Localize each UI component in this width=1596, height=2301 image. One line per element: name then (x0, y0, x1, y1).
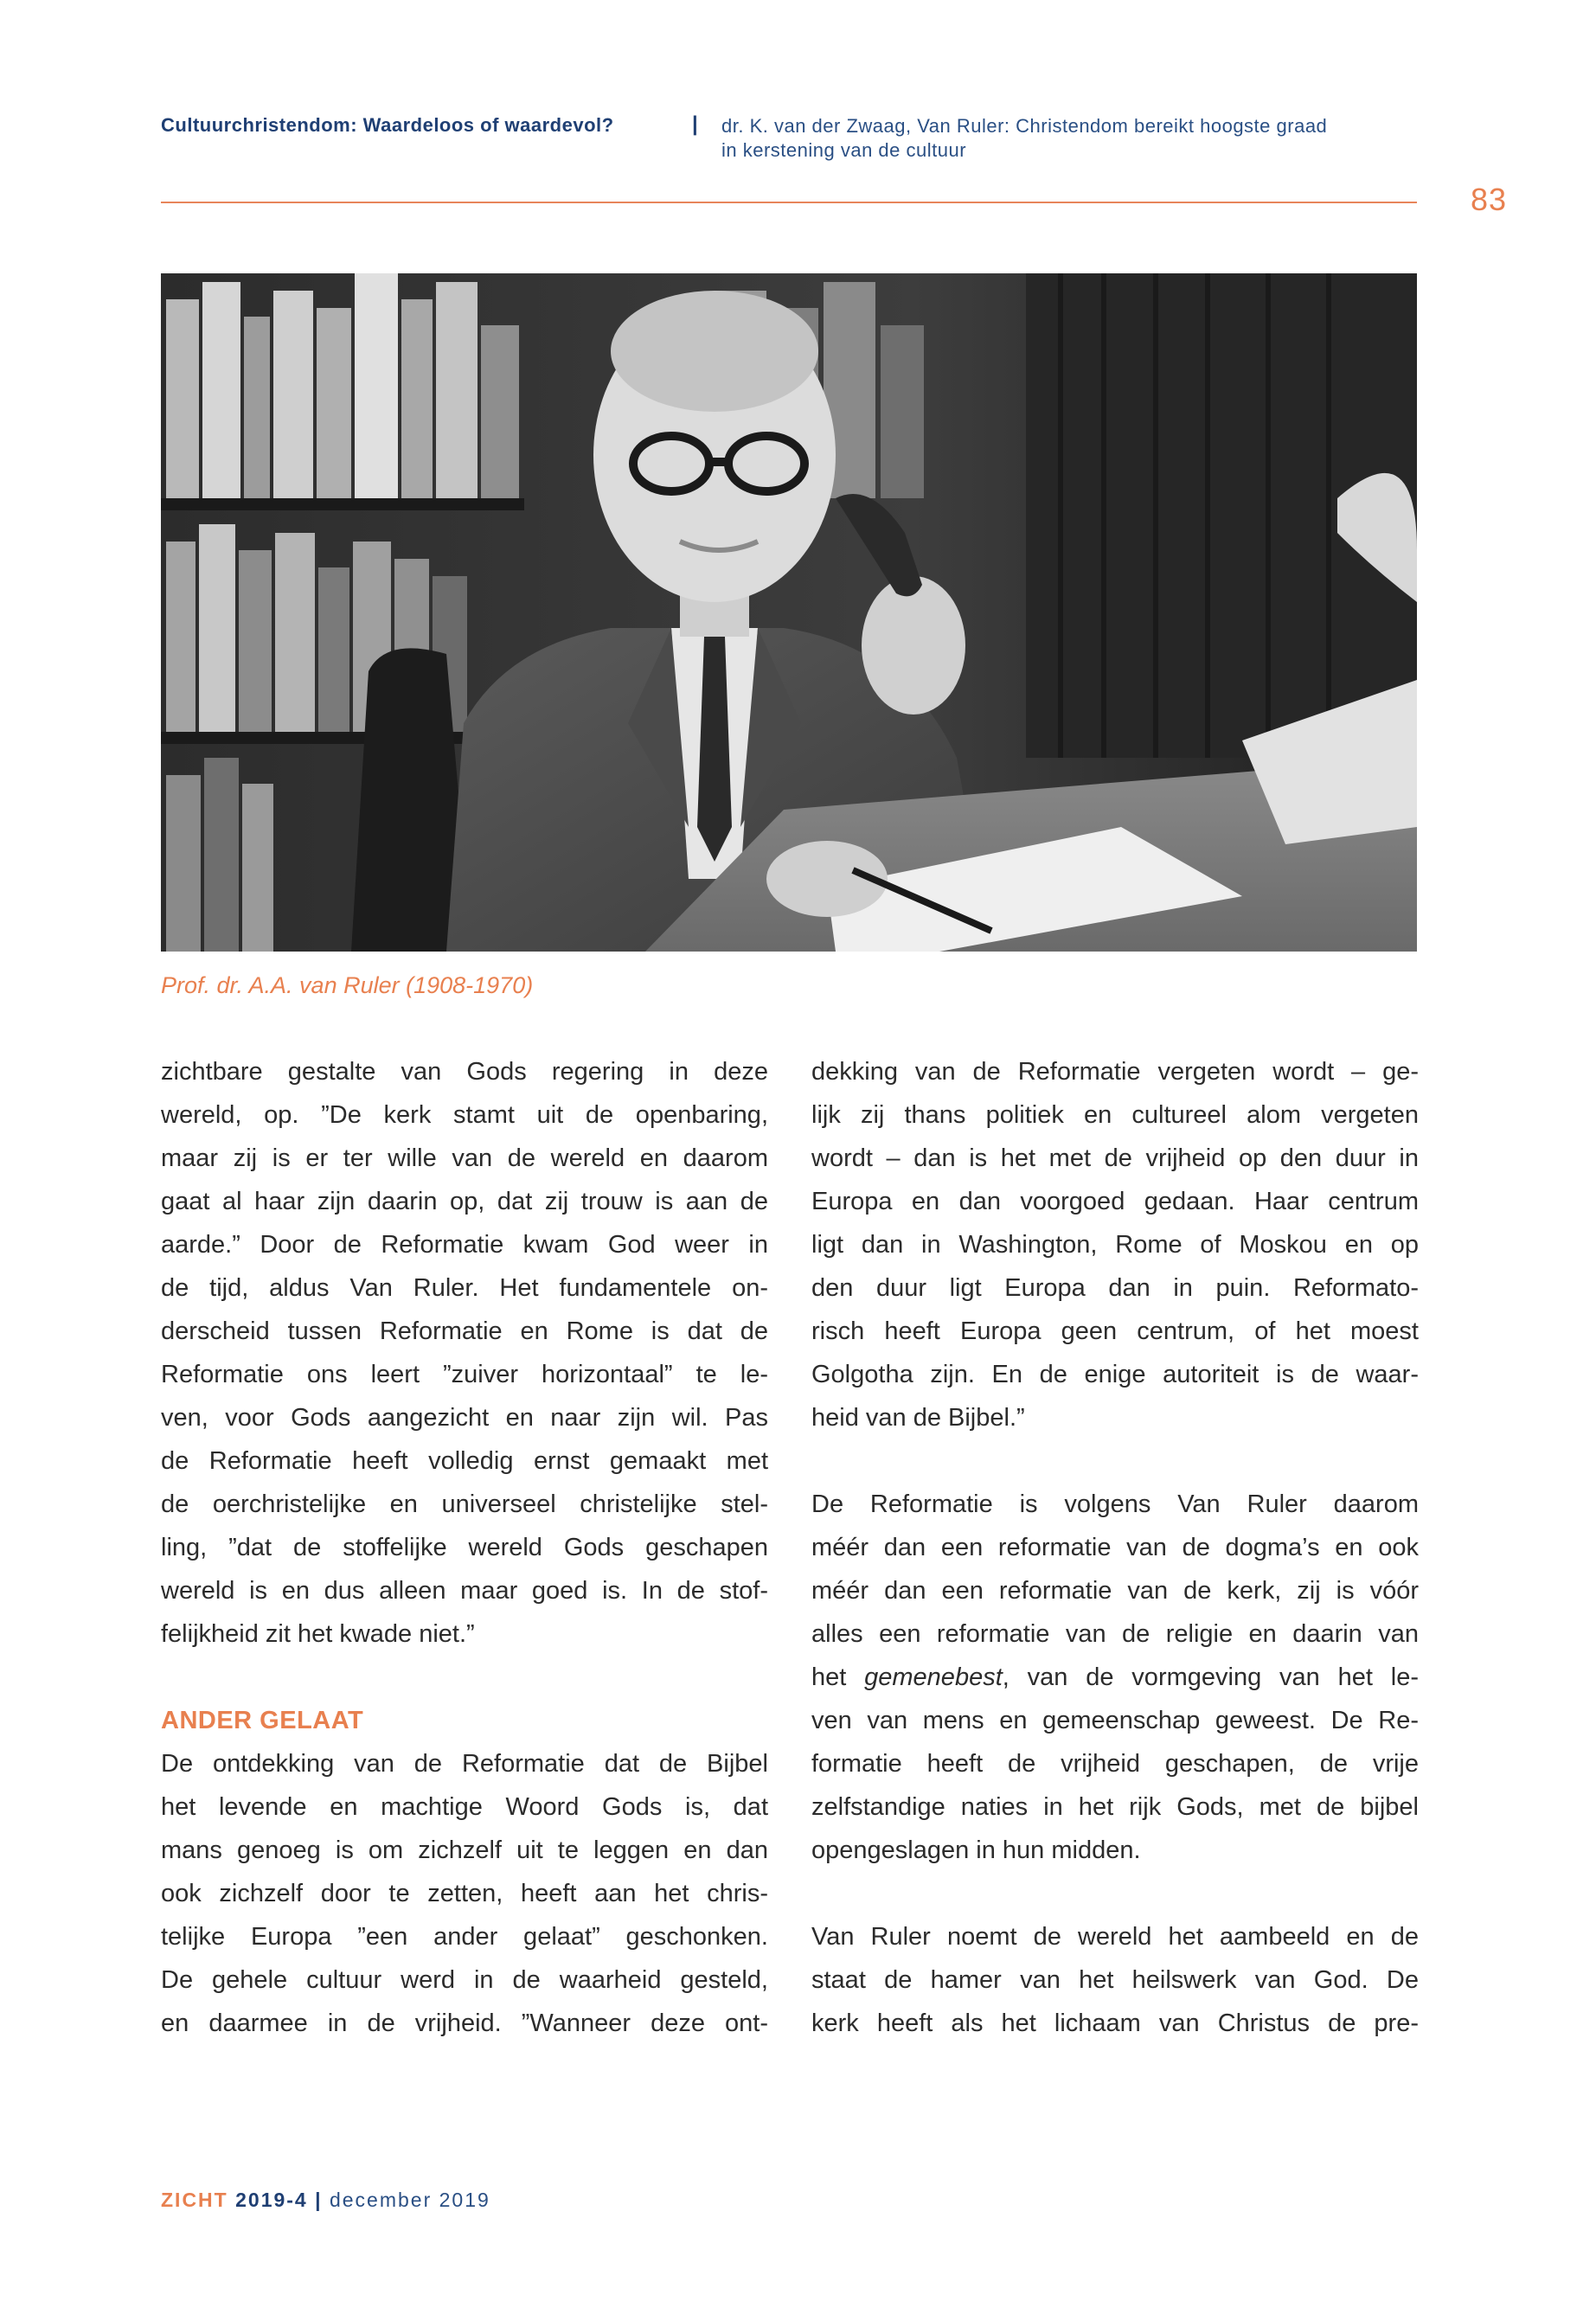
text-line: Reformatie ons leert ”zuiver horizontaal” te le- (161, 1361, 768, 1388)
text-line: ook zichzelf door te zetten, heeft aan het chris- (161, 1880, 768, 1907)
article-title (721, 114, 1431, 163)
text-line: ven van mens en gemeenschap geweest. De Re- (811, 1707, 1419, 1734)
magazine-name: ZICHT (161, 2189, 228, 2211)
right-column (811, 1050, 1419, 2045)
footer-separator: | (315, 2189, 323, 2211)
text-line: telijke Europa ”een ander gelaat” geschonken. (161, 1923, 768, 1951)
text-line: ligt dan in Washington, Rome of Moskou en op (811, 1231, 1419, 1259)
text-line: ling, ”dat de stoffelijke wereld Gods geschapen (161, 1534, 768, 1561)
text-line: aarde.” Door de Reformatie kwam God weer in (161, 1231, 768, 1259)
text-line: opengeslagen in hun midden. (811, 1836, 1141, 1864)
paragraph-gap (811, 1439, 1419, 1483)
text-line: alles een reformatie van de religie en daarin van (811, 1620, 1419, 1648)
section-title: Cultuurchristendom: Waardeloos of waardevol? (161, 114, 614, 136)
running-header (161, 111, 1424, 166)
text-line: méér dan een reformatie van de kerk, zij is vóór (811, 1577, 1419, 1605)
text-line: het levende en machtige Woord Gods is, dat (161, 1793, 768, 1821)
page-number: 83 (1471, 182, 1508, 217)
text-line: de Reformatie heeft volledig ernst gemaakt met (161, 1447, 768, 1475)
left-column (161, 1050, 768, 2045)
paragraph-gap (811, 1872, 1419, 1915)
page-footer (161, 2189, 490, 2212)
header-separator: | (692, 112, 698, 136)
text-line: formatie heeft de vrijheid geschapen, de vrije (811, 1750, 1419, 1778)
section-heading: ANDER GELAAT (161, 1707, 364, 1734)
text-line-with-emphasis (811, 1656, 1419, 1699)
text-line: staat de hamer van het heilswerk van God. De (811, 1966, 1419, 1994)
portrait-photo (161, 273, 1417, 952)
article-title-line-1: dr. K. van der Zwaag, Van Ruler: Christendom bereikt hoogste graad (721, 115, 1328, 137)
text-line: derscheid tussen Reformatie en Rome is dat de (161, 1317, 768, 1345)
text-line: de oerchristelijke en universeel christelijke stel- (161, 1490, 768, 1518)
text-line: Golgotha zijn. En de enige autoriteit is de waar- (811, 1361, 1419, 1388)
text-line: lijk zij thans politiek en cultureel alom vergeten (811, 1101, 1419, 1129)
text-fragment: , van de vormgeving van het le- (1002, 1663, 1419, 1691)
photo-caption: Prof. dr. A.A. van Ruler (1908-1970) (161, 972, 534, 998)
text-line: wordt – dan is het met de vrijheid op den duur in (811, 1144, 1419, 1172)
portrait-illustration (161, 273, 1417, 952)
text-line: risch heeft Europa geen centrum, of het moest (811, 1317, 1419, 1345)
text-line: dekking van de Reformatie vergeten wordt – ge- (811, 1058, 1419, 1086)
text-line: felijkheid zit het kwade niet.” (161, 1620, 475, 1648)
text-line: De gehele cultuur werd in de waarheid gesteld, (161, 1966, 768, 1994)
paragraph-gap (161, 1656, 768, 1699)
text-line: wereld, op. ”De kerk stamt uit de openbaring, (161, 1101, 768, 1129)
text-line: zelfstandige naties in het rijk Gods, met de bijbel (811, 1793, 1419, 1821)
text-line: De Reformatie is volgens Van Ruler daarom (811, 1490, 1419, 1518)
text-line: De ontdekking van de Reformatie dat de Bijbel (161, 1750, 768, 1778)
text-fragment: het (811, 1663, 865, 1691)
text-line: zichtbare gestalte van Gods regering in deze (161, 1058, 768, 1086)
text-line: den duur ligt Europa dan in puin. Reformato- (811, 1274, 1419, 1302)
text-line: ven, voor Gods aangezicht en naar zijn wil. Pas (161, 1404, 768, 1432)
issue-date: december 2019 (329, 2189, 490, 2211)
text-line: en daarmee in de vrijheid. ”Wanneer deze ont- (161, 2009, 768, 2037)
header-rule (161, 202, 1417, 203)
text-line: heid van de Bijbel.” (811, 1404, 1025, 1432)
text-line: maar zij is er ter wille van de wereld en daarom (161, 1144, 768, 1172)
text-line: Van Ruler noemt de wereld het aambeeld en de (811, 1923, 1419, 1951)
text-line: de tijd, aldus Van Ruler. Het fundamentele on- (161, 1274, 768, 1302)
issue-number: 2019-4 (228, 2189, 308, 2211)
text-line: kerk heeft als het lichaam van Christus de pre- (811, 2009, 1419, 2037)
article-title-line-2: in kerstening van de cultuur (721, 139, 967, 161)
text-line: Europa en dan voorgoed gedaan. Haar centrum (811, 1188, 1419, 1215)
text-line: wereld is en dus alleen maar goed is. In de stof- (161, 1577, 768, 1605)
text-line: mans genoeg is om zichzelf uit te leggen en dan (161, 1836, 768, 1864)
emphasized-term: gemenebest (864, 1663, 1003, 1691)
text-line: gaat al haar zijn daarin op, dat zij trouw is aan de (161, 1188, 768, 1215)
text-line: méér dan een reformatie van de dogma’s en ook (811, 1534, 1419, 1561)
